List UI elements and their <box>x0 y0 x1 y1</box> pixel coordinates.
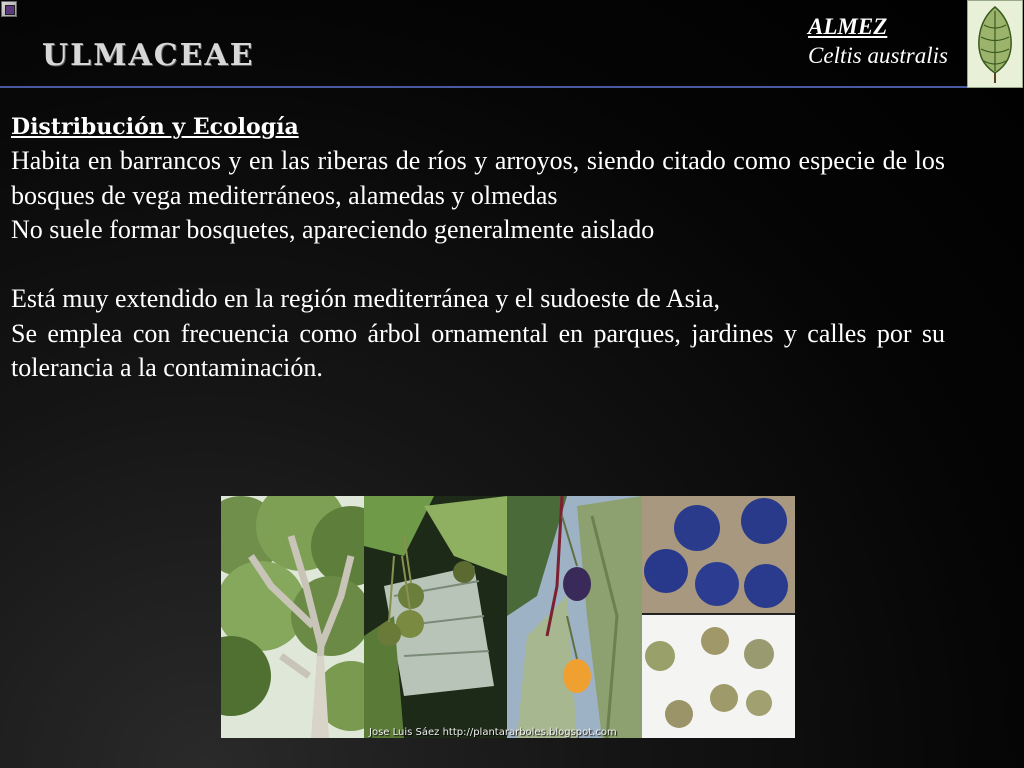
content-body <box>11 110 945 386</box>
section-heading: Distribución y Ecología <box>11 114 299 140</box>
paragraph-ornamental: Se emplea con frecuencia como árbol ornamental en parques, jardines y calles por su tolerancia a la contaminación. <box>11 318 945 382</box>
header-divider <box>0 86 967 88</box>
family-title: ULMACEAE <box>42 38 255 73</box>
scientific-name: Celtis australis <box>808 43 948 68</box>
paragraph-habitat: Habita en barrancos y en las riberas de ríos y arroyos, siendo citado como especie de los bosques de vega mediterráneos, alamedas y olmedas <box>11 146 945 210</box>
paragraph-distribution: Está muy extendido en la región mediterránea y el sudoeste de Asia, <box>11 284 720 313</box>
species-block <box>808 12 948 70</box>
ripe-fruit-photo <box>507 496 642 738</box>
common-name: ALMEZ <box>808 14 888 39</box>
tree-photo <box>221 496 364 738</box>
photo-collage <box>221 496 795 738</box>
cone-logo-icon <box>967 0 1023 88</box>
window-corner-icon[interactable] <box>1 1 17 17</box>
paragraph-spacer <box>11 248 945 283</box>
photo-credit: Jose Luis Sáez http://plantararboles.blogspot.com <box>369 727 617 738</box>
paragraph-isolation: No suele formar bosquetes, apareciendo generalmente aislado <box>11 215 655 244</box>
seeds-photo <box>642 496 795 738</box>
unripe-fruit-photo <box>364 496 507 738</box>
